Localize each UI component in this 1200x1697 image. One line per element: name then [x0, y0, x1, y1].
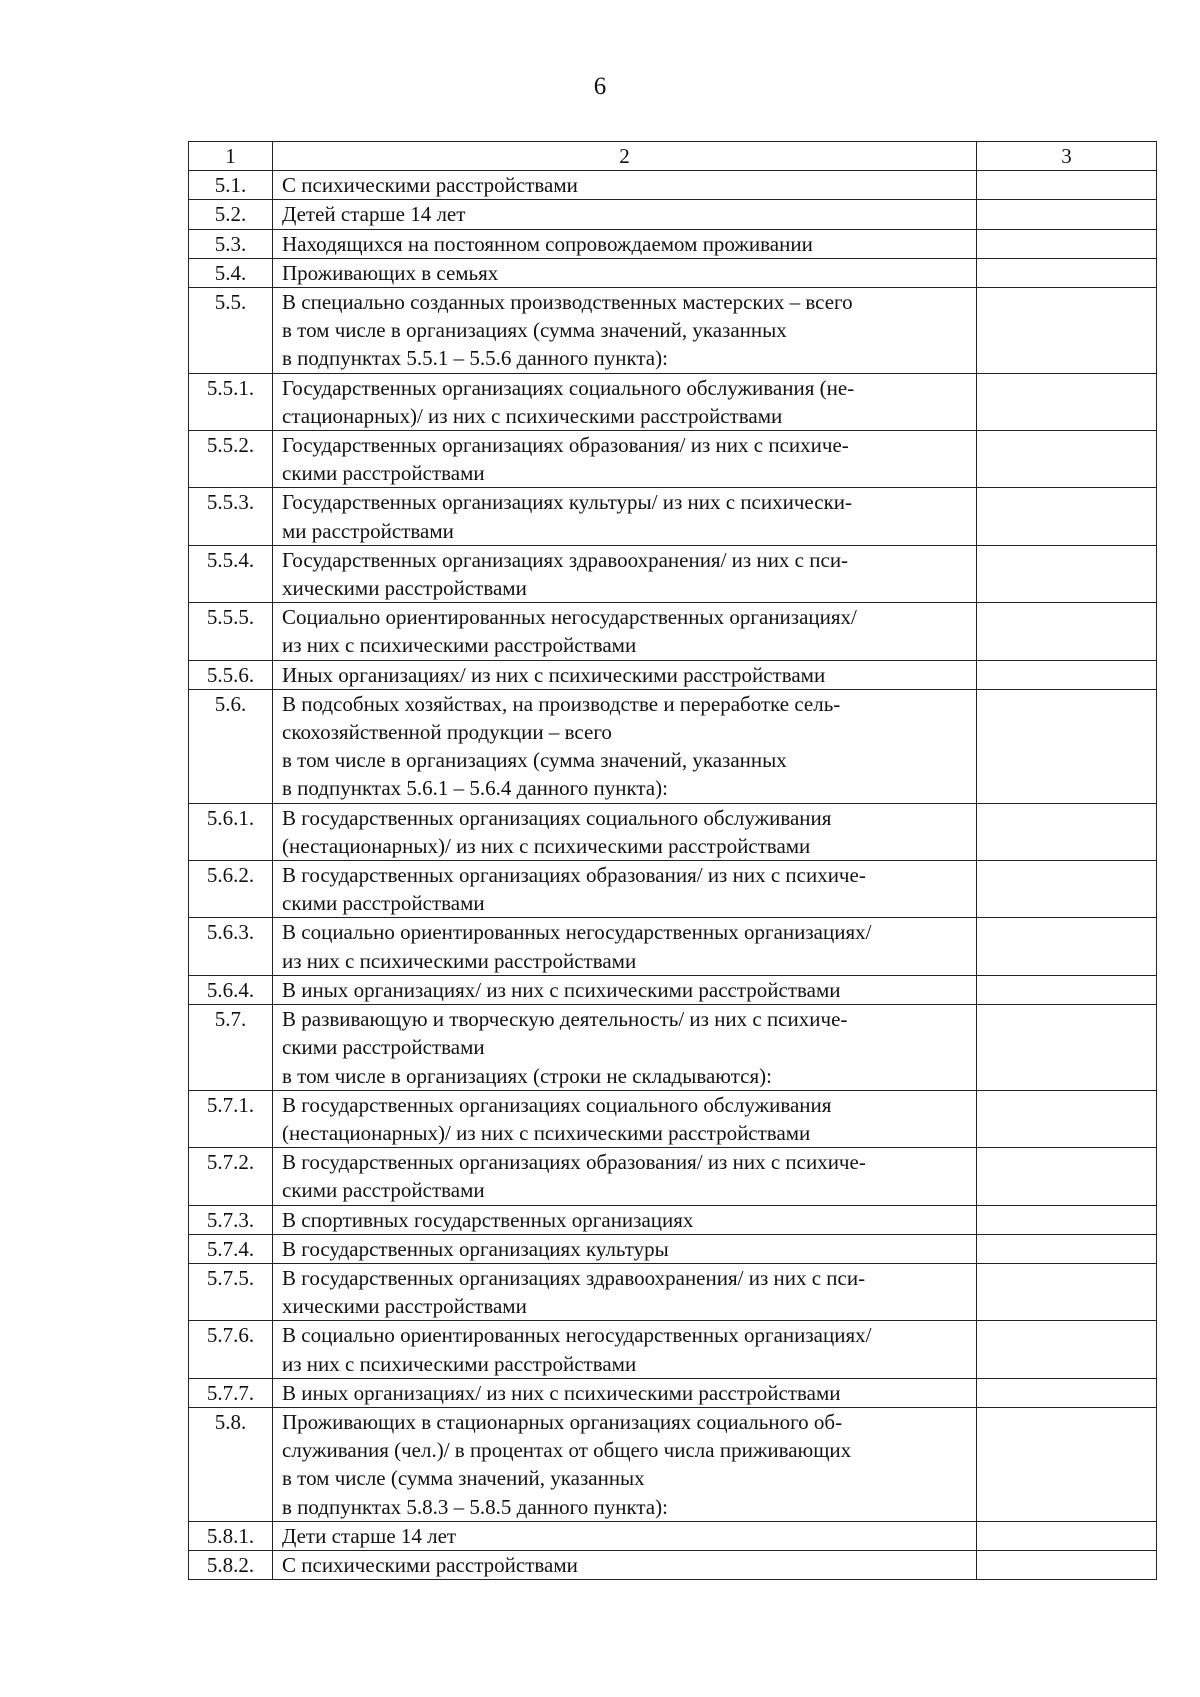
table-row: [189, 288, 1157, 374]
row-value: [977, 1321, 1157, 1378]
description-line: скими расстройствами: [282, 891, 485, 916]
row-value: [977, 1550, 1157, 1579]
row-description: [273, 1205, 977, 1234]
description-line: скими расстройствами: [282, 1178, 485, 1203]
table-row: [189, 1005, 1157, 1091]
row-value: [977, 200, 1157, 229]
table-row: [189, 488, 1157, 545]
row-description: [273, 803, 977, 860]
row-number: 5.8.1.: [189, 1521, 273, 1550]
description-line: в подпунктах 5.5.1 – 5.5.6 данного пункта):: [282, 346, 668, 371]
header-row: [189, 142, 1157, 171]
description-line: Дети старше 14 лет: [282, 1523, 457, 1548]
description-line: Находящихся на постоянном сопровождаемом проживании: [282, 231, 813, 256]
description-line: стационарных)/ из них с психическими расстройствами: [282, 403, 783, 428]
table-row: [189, 229, 1157, 258]
row-description: [273, 288, 977, 374]
row-value: [977, 861, 1157, 918]
row-value: [977, 975, 1157, 1004]
row-description: [273, 660, 977, 689]
row-description: [273, 861, 977, 918]
row-number: 5.5.2.: [189, 431, 273, 488]
row-number: 5.7.4.: [189, 1234, 273, 1263]
description-line: служивания (чел.)/ в процентах от общего числа приживающих: [282, 1438, 852, 1463]
description-line: Государственных организациях социального обслуживания (не-: [282, 375, 855, 400]
description-line: скими расстройствами: [282, 1035, 485, 1060]
row-number: 5.4.: [189, 258, 273, 287]
row-number: 5.7.3.: [189, 1205, 273, 1234]
row-number: 5.5.6.: [189, 660, 273, 689]
row-value: [977, 603, 1157, 660]
description-line: в том числе в организациях (сумма значений, указанных: [282, 318, 787, 343]
row-number: 5.6.2.: [189, 861, 273, 918]
description-line: ми расстройствами: [282, 518, 454, 543]
description-line: В развивающую и творческую деятельность/ из них с психиче-: [282, 1007, 848, 1032]
description-line: в подпунктах 5.8.3 – 5.8.5 данного пункта):: [282, 1494, 668, 1519]
row-description: [273, 1407, 977, 1521]
description-line: Иных организациях/ из них с психическими расстройствами: [282, 662, 826, 687]
row-number: 5.7.6.: [189, 1321, 273, 1378]
description-line: скохозяйственной продукции – всего: [282, 720, 612, 745]
row-number: 5.8.: [189, 1407, 273, 1521]
row-number: 5.8.2.: [189, 1550, 273, 1579]
table-row: [189, 1205, 1157, 1234]
description-line: хическими расстройствами: [282, 576, 527, 601]
row-number: 5.6.3.: [189, 918, 273, 975]
description-line: в том числе в организациях (строки не складываются):: [282, 1063, 772, 1088]
row-description: [273, 1090, 977, 1147]
row-description: [273, 603, 977, 660]
description-line: скими расстройствами: [282, 461, 485, 486]
row-description: [273, 171, 977, 200]
row-value: [977, 545, 1157, 602]
row-number: 5.7.5.: [189, 1263, 273, 1320]
table-body: [189, 171, 1157, 1580]
description-line: В иных организациях/ из них с психическими расстройствами: [282, 977, 841, 1002]
row-description: [273, 258, 977, 287]
description-line: В социально ориентированных негосударственных организациях/: [282, 920, 872, 945]
table-row: [189, 171, 1157, 200]
description-line: (нестационарных)/ из них с психическими расстройствами: [282, 1120, 811, 1145]
description-line: Государственных организациях здравоохранения/ из них с пси-: [282, 547, 849, 572]
row-description: [273, 545, 977, 602]
data-table: [188, 141, 1157, 1580]
table-row: [189, 431, 1157, 488]
table-row: [189, 1407, 1157, 1521]
row-description: [273, 1550, 977, 1579]
table-row: [189, 975, 1157, 1004]
table-row: [189, 200, 1157, 229]
row-description: [273, 1378, 977, 1407]
row-number: 5.2.: [189, 200, 273, 229]
description-line: В государственных организациях здравоохранения/ из них с пси-: [282, 1265, 866, 1290]
row-description: [273, 229, 977, 258]
row-description: [273, 431, 977, 488]
row-value: [977, 288, 1157, 374]
row-value: [977, 229, 1157, 258]
row-value: [977, 1205, 1157, 1234]
row-description: [273, 689, 977, 803]
table-row: [189, 1148, 1157, 1205]
row-value: [977, 1090, 1157, 1147]
description-line: хическими расстройствами: [282, 1294, 527, 1319]
row-value: [977, 689, 1157, 803]
row-description: [273, 488, 977, 545]
table-row: [189, 803, 1157, 860]
description-line: В подсобных хозяйствах, на производстве и переработке сель-: [282, 691, 841, 716]
row-value: [977, 373, 1157, 430]
row-description: [273, 918, 977, 975]
table-row: [189, 603, 1157, 660]
header-col-2: 2: [273, 142, 977, 171]
table-row: [189, 918, 1157, 975]
table-row: [189, 1234, 1157, 1263]
table-row: [189, 660, 1157, 689]
row-value: [977, 1234, 1157, 1263]
row-description: [273, 373, 977, 430]
description-line: Проживающих в семьях: [282, 260, 499, 285]
description-line: Государственных организациях культуры/ из них с психически-: [282, 490, 853, 515]
table-row: [189, 1521, 1157, 1550]
description-line: В государственных организациях образования/ из них с психиче-: [282, 863, 866, 888]
row-value: [977, 488, 1157, 545]
description-line: В государственных организациях образования/ из них с психиче-: [282, 1150, 866, 1175]
row-value: [977, 1148, 1157, 1205]
row-description: [273, 1005, 977, 1091]
table-row: [189, 1378, 1157, 1407]
description-line: в том числе в организациях (сумма значений, указанных: [282, 748, 787, 773]
row-value: [977, 1378, 1157, 1407]
table-row: [189, 545, 1157, 602]
table-row: [189, 373, 1157, 430]
row-description: [273, 1521, 977, 1550]
description-line: В государственных организациях социального обслуживания: [282, 805, 832, 830]
row-value: [977, 1263, 1157, 1320]
row-number: 5.5.1.: [189, 373, 273, 430]
row-value: [977, 171, 1157, 200]
table-row: [189, 258, 1157, 287]
table-row: [189, 1321, 1157, 1378]
table-header: [189, 142, 1157, 171]
header-col-1: 1: [189, 142, 273, 171]
row-value: [977, 1521, 1157, 1550]
row-number: 5.1.: [189, 171, 273, 200]
description-line: Проживающих в стационарных организациях социального об-: [282, 1409, 843, 1434]
table-row: [189, 861, 1157, 918]
description-line: В государственных организациях социального обслуживания: [282, 1092, 832, 1117]
row-value: [977, 1407, 1157, 1521]
description-line: В иных организациях/ из них с психическими расстройствами: [282, 1380, 841, 1405]
row-number: 5.6.1.: [189, 803, 273, 860]
row-number: 5.5.3.: [189, 488, 273, 545]
description-line: В государственных организациях культуры: [282, 1236, 669, 1261]
description-line: из них с психическими расстройствами: [282, 948, 637, 973]
row-description: [273, 1263, 977, 1320]
description-line: Социально ориентированных негосударственных организациях/: [282, 605, 857, 630]
description-line: в том числе (сумма значений, указанных: [282, 1466, 645, 1491]
table-row: [189, 1090, 1157, 1147]
description-line: в подпунктах 5.6.1 – 5.6.4 данного пункта):: [282, 776, 668, 801]
table-row: [189, 689, 1157, 803]
description-line: из них с психическими расстройствами: [282, 633, 637, 658]
page-number: 6: [593, 73, 607, 100]
description-line: (нестационарных)/ из них с психическими расстройствами: [282, 833, 811, 858]
row-value: [977, 803, 1157, 860]
row-description: [273, 1148, 977, 1205]
description-line: С психическими расстройствами: [282, 1552, 578, 1577]
description-line: В спортивных государственных организациях: [282, 1207, 694, 1232]
description-line: из них с психическими расстройствами: [282, 1351, 637, 1376]
row-number: 5.6.: [189, 689, 273, 803]
description-line: В специально созданных производственных мастерских – всего: [282, 290, 853, 315]
table-row: [189, 1550, 1157, 1579]
row-value: [977, 431, 1157, 488]
row-number: 5.7.7.: [189, 1378, 273, 1407]
row-value: [977, 918, 1157, 975]
row-value: [977, 258, 1157, 287]
row-description: [273, 1234, 977, 1263]
row-description: [273, 200, 977, 229]
row-value: [977, 660, 1157, 689]
description-line: Государственных организациях образования/ из них с психиче-: [282, 433, 849, 458]
description-line: Детей старше 14 лет: [282, 202, 466, 227]
row-number: 5.3.: [189, 229, 273, 258]
description-line: С психическими расстройствами: [282, 173, 578, 198]
row-number: 5.6.4.: [189, 975, 273, 1004]
row-description: [273, 975, 977, 1004]
description-line: В социально ориентированных негосударственных организациях/: [282, 1323, 872, 1348]
table-row: [189, 1263, 1157, 1320]
row-number: 5.7.2.: [189, 1148, 273, 1205]
header-col-3: 3: [977, 142, 1157, 171]
row-number: 5.5.4.: [189, 545, 273, 602]
row-number: 5.7.: [189, 1005, 273, 1091]
row-number: 5.5.5.: [189, 603, 273, 660]
row-description: [273, 1321, 977, 1378]
row-number: 5.5.: [189, 288, 273, 374]
row-value: [977, 1005, 1157, 1091]
row-number: 5.7.1.: [189, 1090, 273, 1147]
